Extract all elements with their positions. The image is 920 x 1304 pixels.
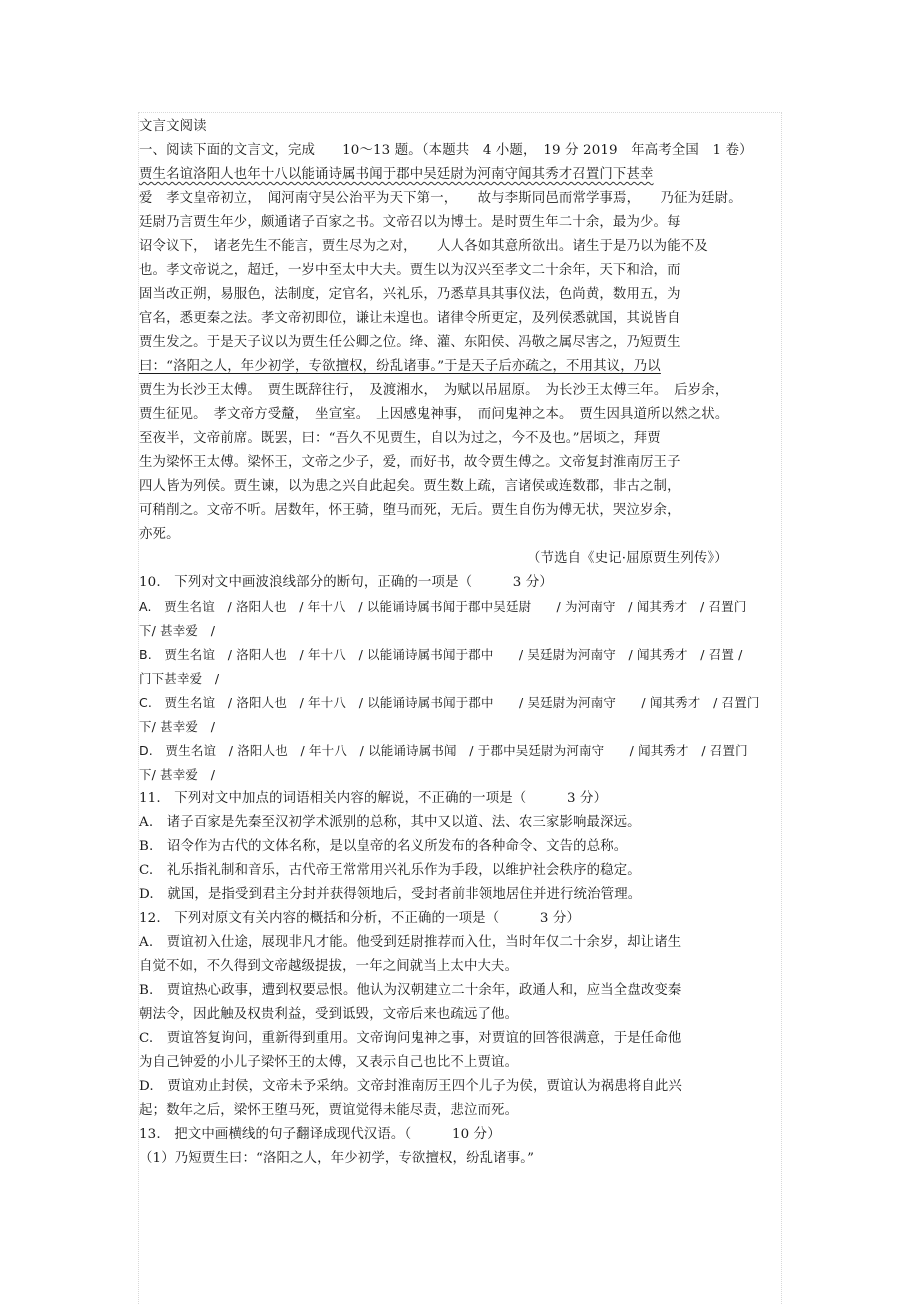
passage-line: 亦死。 xyxy=(139,527,180,542)
q12-option-b-cont: 朝法令，因此触及权贵利益，受到诋毁，文帝后来也疏远了他。 xyxy=(139,1007,519,1022)
q10-option-c-cont: 下/ 甚幸爱 / xyxy=(139,719,216,734)
q12-option-c-cont: 为自己钟爱的小儿子梁怀王的太傅，又表示自己也比不上贾谊。 xyxy=(139,1055,519,1070)
q10-option-a: A. 贾生名谊 / 洛阳人也 / 年十八 / 以能诵诗属书闻于郡中吴廷尉 / 为河南守 / 闻其秀才 / 召置门 xyxy=(139,599,747,614)
q12-option-d: D. 贾谊劝止封侯，文帝未予采纳。文帝封淮南厉王四个儿子为侯，贾谊认为祸患将自此兴 xyxy=(139,1079,682,1094)
passage-line: 四人皆为列侯。贾生谏，以为患之兴自此起矣。贾生数上疏，言诸侯或连数郡，非古之制， xyxy=(139,479,681,494)
passage-line: 曰：“洛阳之人，年少初学，专欲擅权，纷乱诸事。”于是天子后亦疏之，不用其议，乃以 xyxy=(139,359,661,374)
passage-line: 贾生发之。于是天子议以为贾生任公卿之位。绛、灌、东阳侯、冯敬之属尽害之，乃短贾生 xyxy=(139,335,681,350)
q12-option-a: A. 贾谊初入仕途，展现非凡才能。他受到廷尉推荐而入仕，当时年仅二十余岁，却让诸生 xyxy=(139,935,682,950)
passage-line: 贾生为长沙王太傅。 贾生既辞往行， 及渡湘水， 为赋以吊屈原。 为长沙王太傅三年。 后岁余， xyxy=(139,383,729,398)
q10-option-c: C. 贾生名谊 / 洛阳人也 / 年十八 / 以能诵诗属书闻于郡中 / 吴廷尉为河南守 / 闻其秀才 / 召置门 xyxy=(139,695,760,710)
question-10: 10. 下列对文中画波浪线部分的断句，正确的一项是（ 3 分） xyxy=(139,575,553,590)
q12-option-d-cont: 起；数年之后，梁怀王堕马死，贾谊觉得未能尽责，悲泣而死。 xyxy=(139,1103,519,1118)
question-13: 13. 把文中画横线的句子翻译成现代汉语。（ 10 分） xyxy=(139,1127,501,1142)
passage-line: 至夜半，文帝前席。既罢，曰：“吾久不见贾生，自以为过之，今不及也。”居顷之，拜贾 xyxy=(139,431,661,446)
passage-line: 官名，悉更秦之法。孝文帝初即位，谦让未遑也。诸律令所更定，及列侯悉就国，其说皆自 xyxy=(139,311,681,326)
q10-option-d: D. 贾生名谊 / 洛阳人也 / 年十八 / 以能诵诗属书闻 / 于郡中吴廷尉为河南守 / 闻其秀才 / 召置门 xyxy=(139,743,748,758)
q10-option-d-cont: 下/ 甚幸爱 / xyxy=(139,767,216,782)
passage-line: 可稍削之。文帝不听。居数年，怀王骑，堕马而死，无后。贾生自伤为傅无状，哭泣岁余， xyxy=(139,503,681,518)
q12-option-a-cont: 自觉不如，不久得到文帝越级提拔，一年之间就当上太中大夫。 xyxy=(139,959,519,974)
q10-option-a-cont: 下/ 甚幸爱 / xyxy=(139,623,216,638)
passage-line: 贾生征见。 孝文帝方受釐， 坐宣室。 上因感鬼神事， 而问鬼神之本。 贾生因具道所以然之状。 xyxy=(139,407,729,422)
q10-option-b: B. 贾生名谊 / 洛阳人也 / 年十八 / 以能诵诗属书闻于郡中 / 吴廷尉为河南守 / 闻其秀才 / 召置 / xyxy=(139,647,743,662)
q13-item-1: （1）乃短贾生曰：“洛阳之人，年少初学，专欲擅权，纷乱诸事。” xyxy=(139,1151,535,1166)
q11-option-b: B. 诏令作为古代的文体名称，是以皇帝的名义所发布的各种命令、文告的总称。 xyxy=(139,839,628,854)
question-header: 一、阅读下面的文言文，完成 10～13 题。（本题共 4 小题， 19 分 2019 年高考全国 1 卷） xyxy=(139,143,753,158)
passage-line: 廷尉乃言贾生年少，颇通诸子百家之书。文帝召以为博士。是时贾生年二十余，最为少。每 xyxy=(139,215,681,230)
passage-line: 诏令议下， 诸老先生不能言，贾生尽为之对， 人人各如其意所欲出。诸生于是乃以为能不及 xyxy=(139,239,708,254)
passage-line: 爱 孝文皇帝初立， 闻河南守吴公治平为天下第一， 故与李斯同邑而常学事焉， 乃征为廷尉。 xyxy=(139,191,742,206)
passage-line: 固当改正朔，易服色，法制度，定官名，兴礼乐，乃悉草具其事仪法，色尚黄，数用五，为 xyxy=(139,287,681,302)
source-citation: （节选自《史记·屈原贾生列传》） xyxy=(527,551,728,566)
q12-option-c: C. 贾谊答复询问，重新得到重用。文帝询问鬼神之事，对贾谊的回答很满意，于是任命他 xyxy=(139,1031,682,1046)
q11-option-d: D. 就国，是指受到君主分封并获得领地后，受封者前非领地居住并进行统治管理。 xyxy=(139,887,642,902)
question-12: 12. 下列对原文有关内容的概括和分析，不正确的一项是（ 3 分） xyxy=(139,911,581,926)
q12-option-b: B. 贾谊热心政事，遭到权要忌恨。他认为汉朝建立二十余年，政通人和，应当全盘改变秦 xyxy=(139,983,682,998)
section-title: 文言文阅读 xyxy=(139,119,207,134)
passage-line: 生为梁怀王太傅。梁怀王，文帝之少子，爱，而好书，故令贾生傅之。文帝复封淮南厉王子 xyxy=(139,455,681,470)
passage-line: 也。孝文帝说之，超迁，一岁中至太中大夫。贾生以为汉兴至孝文二十余年，天下和洽，而 xyxy=(139,263,681,278)
passage-line: 贾生名谊洛阳人也年十八以能诵诗属书闻于郡中吴廷尉为河南守闻其秀才召置门下甚幸 xyxy=(139,167,654,182)
q11-option-c: C. 礼乐指礼制和音乐，古代帝王常常用兴礼乐作为手段，以维护社会秩序的稳定。 xyxy=(139,863,641,878)
q10-option-b-cont: 门下甚幸爱 / xyxy=(139,671,220,686)
q11-option-a: A. 诸子百家是先秦至汉初学术派别的总称，其中又以道、法、农三家影响最深远。 xyxy=(139,815,641,830)
question-11: 11. 下列对文中加点的词语相关内容的解说，不正确的一项是（ 3 分） xyxy=(139,791,608,806)
document-page xyxy=(138,112,782,1304)
